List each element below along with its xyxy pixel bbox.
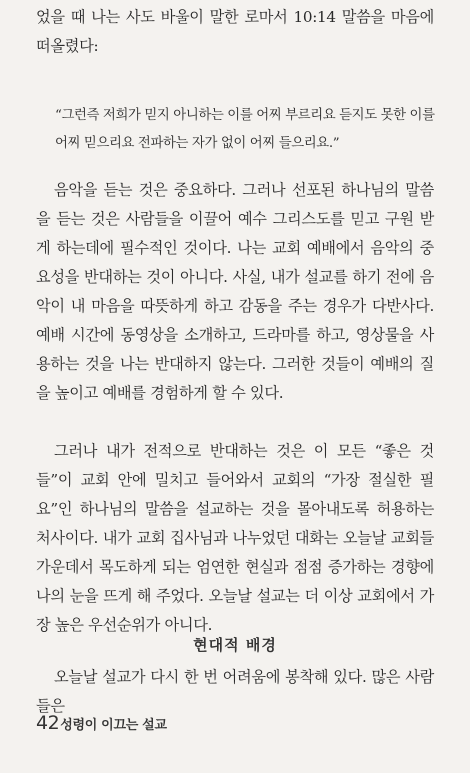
body-paragraph-opposition: 그러나 내가 전적으로 반대하는 것은 이 모든 “좋은 것들”이 교회 안에 밀치고 들어와서 교회의 “가장 절실한 필요”인 하나님의 말씀을 설교하는 것을 몰아내도록 허용하는 처사이다. 내가 교회 집사님과 나누었던 대화는 오늘날 교회들 가운데서 목도하게 되는 엄연한 현실과 점점 증가하는 경향에 나의 눈을 뜨게 해 주었다. 오늘날 설교는 더 이상 교회에서 가장 높은 우선순위가 아니다.	[36, 442, 434, 634]
section-heading: 현대적 배경	[193, 636, 277, 654]
book-title: 성령이 이끄는 설교	[60, 718, 167, 733]
body-paragraph-music: 음악을 듣는 것은 중요하다. 그러나 선포된 하나님의 말씀을 듣는 것은 사람들을 이끌어 예수 그리스도를 믿고 구원 받게 하는데에 필수적인 것이다. 나는 교회 예배에서 음악의 중요성을 반대하는 것이 아니다. 사실, 내가 설교를 하기 전에 음악이 내 마음을 따뜻하게 하고 감동을 주는 경우가 다반사다. 예배 시간에 동영상을 소개하고, 드라마를 하고, 영상물을 사용하는 것을 나는 반대하지 않는다. 그러한 것들이 예배의 질을 높이고 예배를 경험하게 할 수 있다.	[36, 181, 434, 402]
scripture-quote: “그런즉 저희가 믿지 아니하는 이를 어찌 부르리요 듣지도 못한 이를 어찌 믿으리요 전파하는 자가 없이 어찌 들으리요.”	[55, 108, 435, 151]
body-paragraph-modern: 오늘날 설교가 다시 한 번 어려움에 봉착해 있다. 많은 사람들은	[36, 668, 434, 715]
intro-paragraph: 었을 때 나는 사도 바울이 말한 로마서 10:14 말씀을 마음에 떠올렸다:	[36, 8, 434, 55]
page-footer	[36, 712, 167, 734]
page-number: 42	[36, 712, 60, 734]
